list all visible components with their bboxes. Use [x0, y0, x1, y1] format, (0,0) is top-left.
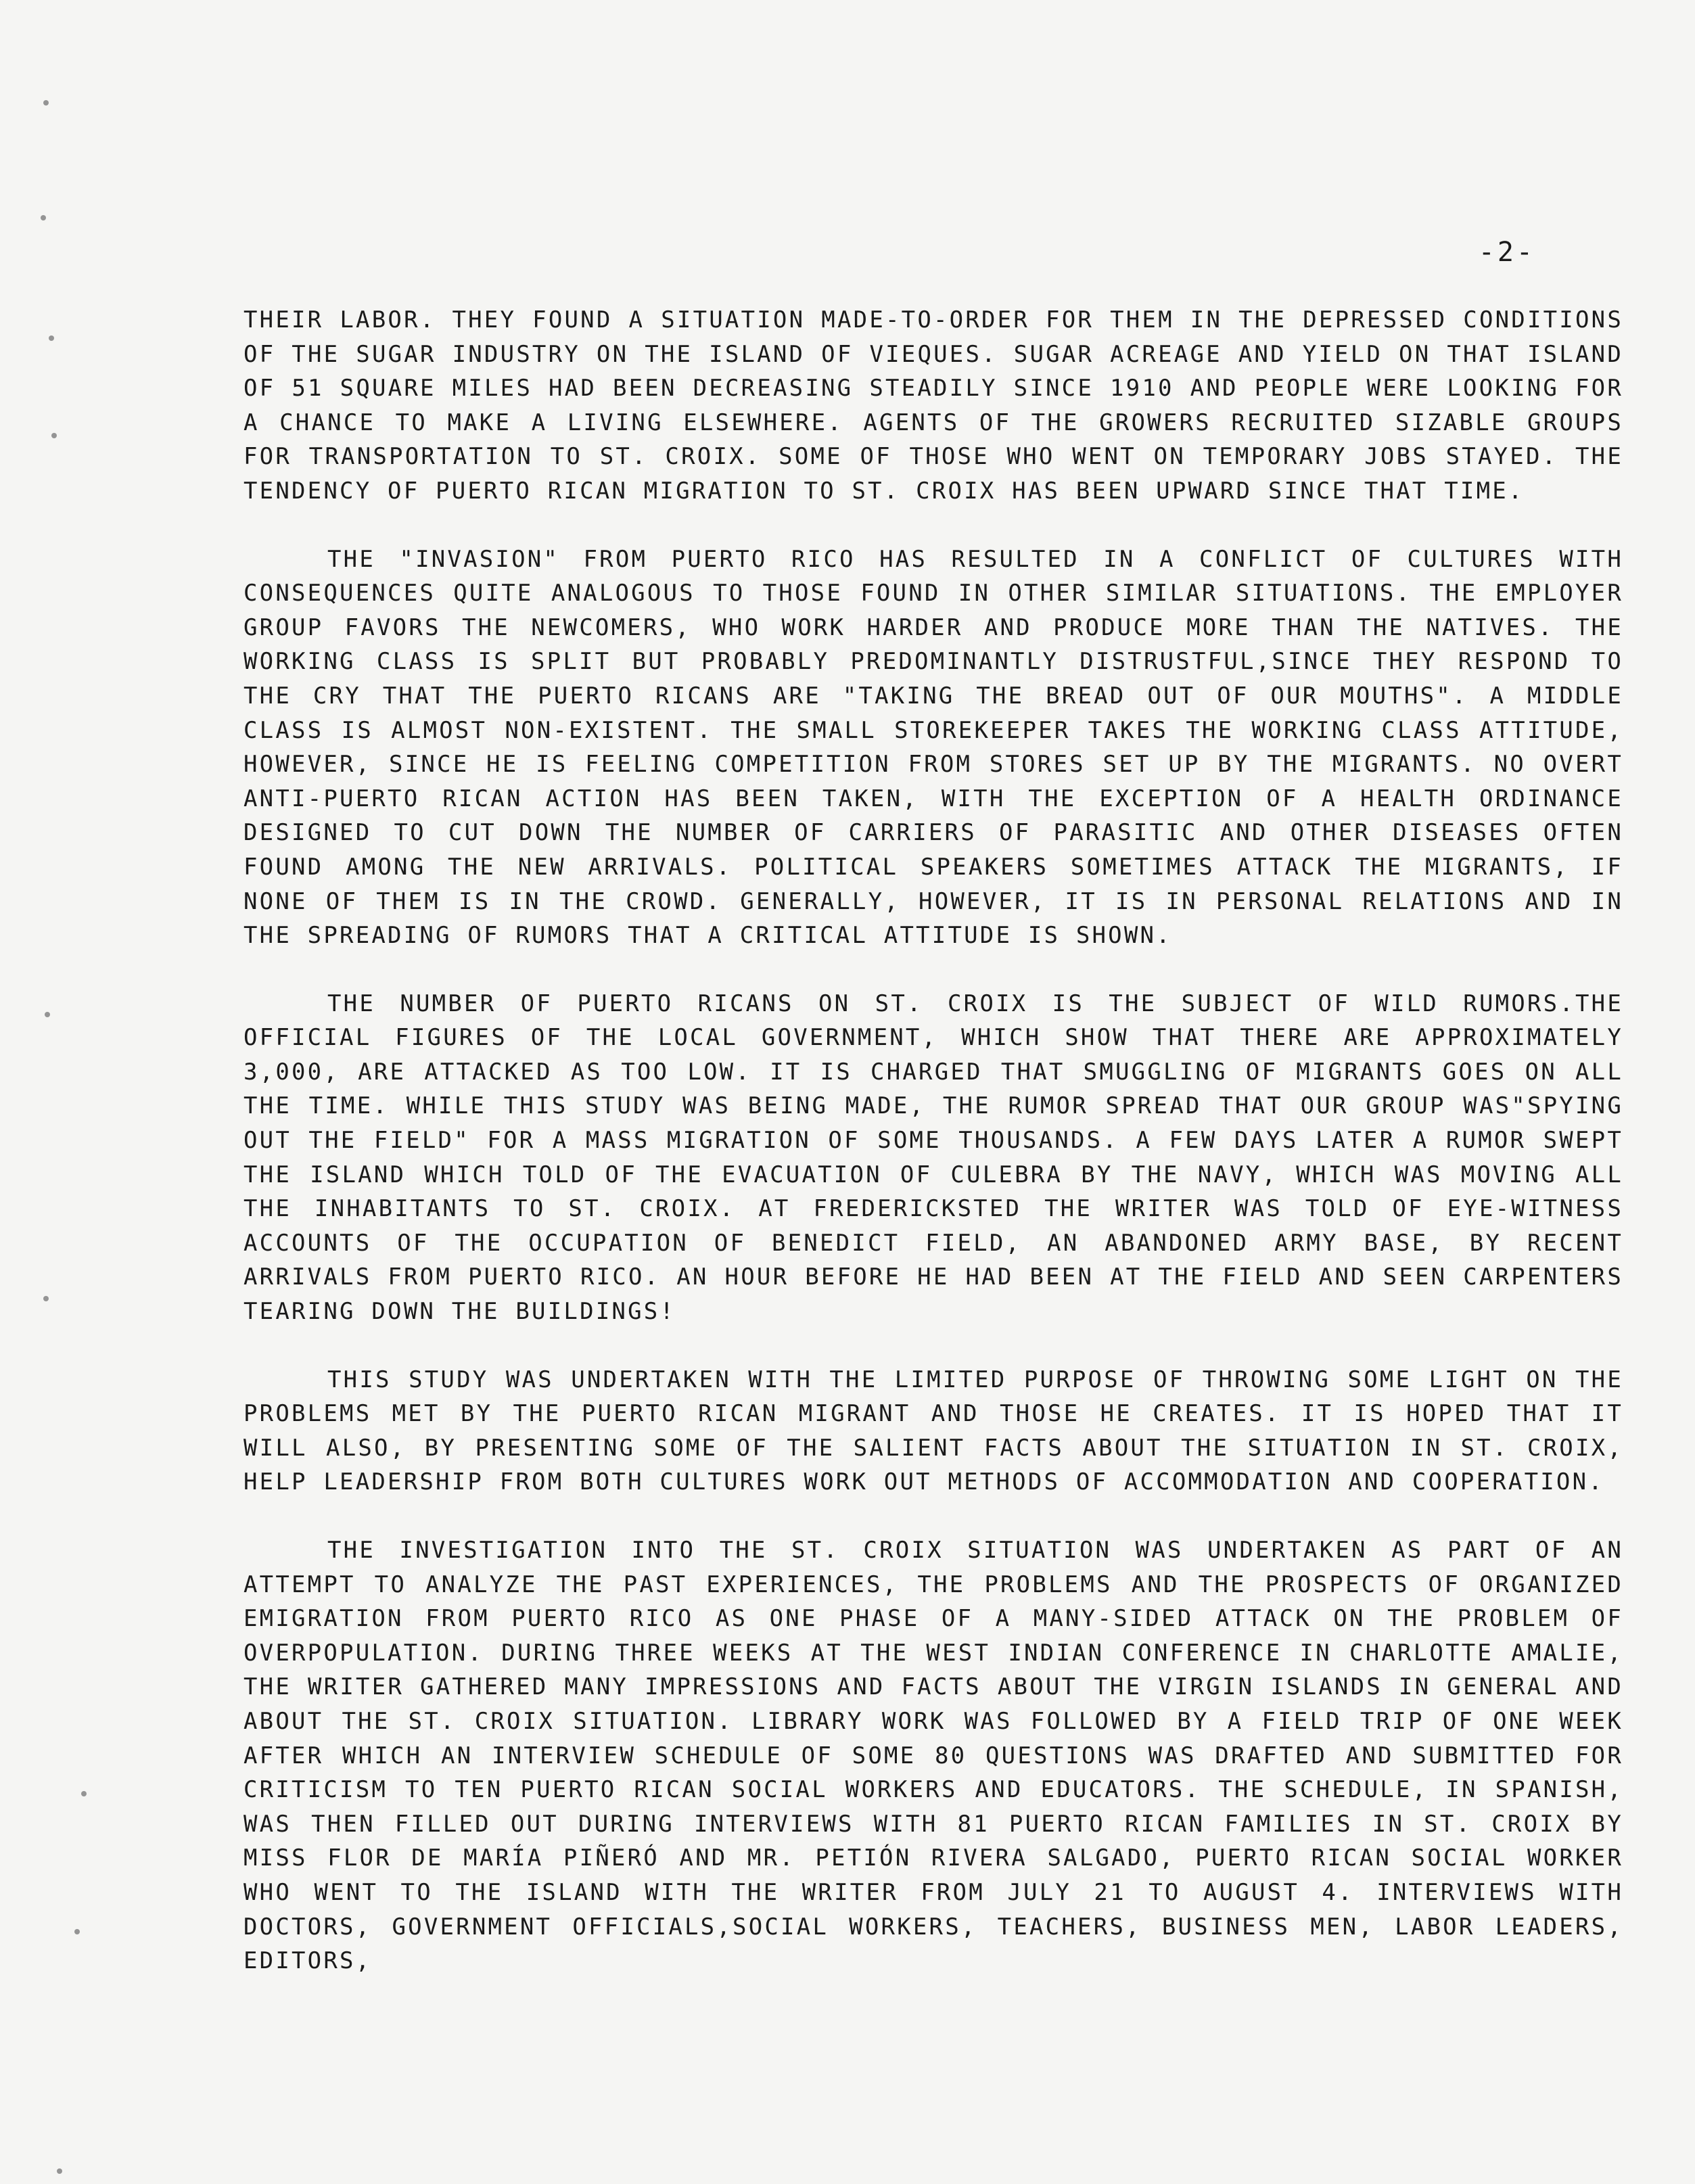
paragraph-1: THEIR LABOR. THEY FOUND A SITUATION MADE-TO-ORDER FOR THEM IN THE DEPRESSED CONDITIONS OF THE SUGAR INDUSTRY ON THE ISLAND OF VIEQUES. SUGAR ACREAGE AND YIELD ON THAT ISLAND OF 51 SQUARE MILES HAD BEEN DECREASING STEADILY SINCE 1910 AND PEOPLE WERE LOOKING FOR A CHANCE TO MAKE A LIVING ELSEWHERE. AGENTS OF THE GROWERS RECRUITED SIZABLE GROUPS FOR TRANSPORTATION TO ST. CROIX. SOME OF THOSE WHO WENT ON TEMPORARY JOBS STAYED. THE TENDENCY OF PUERTO RICAN MIGRATION TO ST. CROIX HAS BEEN UPWARD SINCE THAT TIME.	[243, 306, 1623, 505]
page-speck	[45, 1012, 50, 1017]
page-speck	[43, 1296, 49, 1301]
paragraph-5: THE INVESTIGATION INTO THE ST. CROIX SITUATION WAS UNDERTAKEN AS PART OF AN ATTEMPT TO ANALYZE THE PAST EXPERIENCES, THE PROBLEMS AND THE PROSPECTS OF ORGANIZED EMIGRATION FROM PUERTO RICO AS ONE PHASE OF A MANY-SIDED ATTACK ON THE PROBLEM OF OVERPOPULATION. DURING THREE WEEKS AT THE WEST INDIAN CONFERENCE IN CHARLOTTE AMALIE, THE WRITER GATHERED MANY IMPRESSIONS AND FACTS ABOUT THE VIRGIN ISLANDS IN GENERAL AND ABOUT THE ST. CROIX SITUATION. LIBRARY WORK WAS FOLLOWED BY A FIELD TRIP OF ONE WEEK AFTER WHICH AN INTERVIEW SCHEDULE OF SOME 80 QUESTIONS WAS DRAFTED AND SUBMITTED FOR CRITICISM TO TEN PUERTO RICAN SOCIAL WORKERS AND EDUCATORS. THE SCHEDULE, IN SPANISH, WAS THEN FILLED OUT DURING INTERVIEWS WITH 81 PUERTO RICAN FAMILIES IN ST. CROIX BY MISS FLOR DE MARÍA PIÑERÓ AND MR. PETIÓN RIVERA SALGADO, PUERTO RICAN SOCIAL WORKER WHO WENT TO THE ISLAND WITH THE WRITER FROM JULY 21 TO AUGUST 4. INTERVIEWS WITH DOCTORS, GOVERNMENT OFFICIALS,SOCIAL WORKERS, TEACHERS, BUSINESS MEN, LABOR LEADERS, EDITORS,	[243, 1537, 1623, 1975]
page-speck	[51, 433, 57, 438]
paragraph-2: THE "INVASION" FROM PUERTO RICO HAS RESULTED IN A CONFLICT OF CULTURES WITH CONSEQUENCES QUITE ANALOGOUS TO THOSE FOUND IN OTHER SIMILAR SITUATIONS. THE EMPLOYER GROUP FAVORS THE NEWCOMERS, WHO WORK HARDER AND PRODUCE MORE THAN THE NATIVES. THE WORKING CLASS IS SPLIT BUT PROBABLY PREDOMINANTLY DISTRUSTFUL,SINCE THEY RESPOND TO THE CRY THAT THE PUERTO RICANS ARE "TAKING THE BREAD OUT OF OUR MOUTHS". A MIDDLE CLASS IS ALMOST NON-EXISTENT. THE SMALL STOREKEEPER TAKES THE WORKING CLASS ATTITUDE, HOWEVER, SINCE HE IS FEELING COMPETITION FROM STORES SET UP BY THE MIGRANTS. NO OVERT ANTI-PUERTO RICAN ACTION HAS BEEN TAKEN, WITH THE EXCEPTION OF A HEALTH ORDINANCE DESIGNED TO CUT DOWN THE NUMBER OF CARRIERS OF PARASITIC AND OTHER DISEASES OFTEN FOUND AMONG THE NEW ARRIVALS. POLITICAL SPEAKERS SOMETIMES ATTACK THE MIGRANTS, IF NONE OF THEM IS IN THE CROWD. GENERALLY, HOWEVER, IT IS IN PERSONAL RELATIONS AND IN THE SPREADING OF RUMORS THAT A CRITICAL ATTITUDE IS SHOWN.	[243, 545, 1623, 950]
page-speck	[49, 335, 54, 341]
page-speck	[74, 1929, 80, 1934]
paragraph-4: THIS STUDY WAS UNDERTAKEN WITH THE LIMITED PURPOSE OF THROWING SOME LIGHT ON THE PROBLEMS MET BY THE PUERTO RICAN MIGRANT AND THOSE HE CREATES. IT IS HOPED THAT IT WILL ALSO, BY PRESENTING SOME OF THE SALIENT FACTS ABOUT THE SITUATION IN ST. CROIX, HELP LEADERSHIP FROM BOTH CULTURES WORK OUT METHODS OF ACCOMMODATION AND COOPERATION.	[243, 1366, 1623, 1496]
page-speck	[41, 215, 46, 220]
page-speck	[43, 100, 49, 106]
page-number: -2-	[1478, 237, 1535, 268]
page-speck	[81, 1791, 87, 1796]
body-text	[243, 303, 1623, 1978]
paragraph-3: THE NUMBER OF PUERTO RICANS ON ST. CROIX IS THE SUBJECT OF WILD RUMORS.THE OFFICIAL FIGURES OF THE LOCAL GOVERNMENT, WHICH SHOW THAT THERE ARE APPROXIMATELY 3,000, ARE ATTACKED AS TOO LOW. IT IS CHARGED THAT SMUGGLING OF MIGRANTS GOES ON ALL THE TIME. WHILE THIS STUDY WAS BEING MADE, THE RUMOR SPREAD THAT OUR GROUP WAS"SPYING OUT THE FIELD" FOR A MASS MIGRATION OF SOME THOUSANDS. A FEW DAYS LATER A RUMOR SWEPT THE ISLAND WHICH TOLD OF THE EVACUATION OF CULEBRA BY THE NAVY, WHICH WAS MOVING ALL THE INHABITANTS TO ST. CROIX. AT FREDERICKSTED THE WRITER WAS TOLD OF EYE-WITNESS ACCOUNTS OF THE OCCUPATION OF BENEDICT FIELD, AN ABANDONED ARMY BASE, BY RECENT ARRIVALS FROM PUERTO RICO. AN HOUR BEFORE HE HAD BEEN AT THE FIELD AND SEEN CARPENTERS TEARING DOWN THE BUILDINGS!	[243, 990, 1623, 1326]
page-speck	[57, 2168, 62, 2174]
